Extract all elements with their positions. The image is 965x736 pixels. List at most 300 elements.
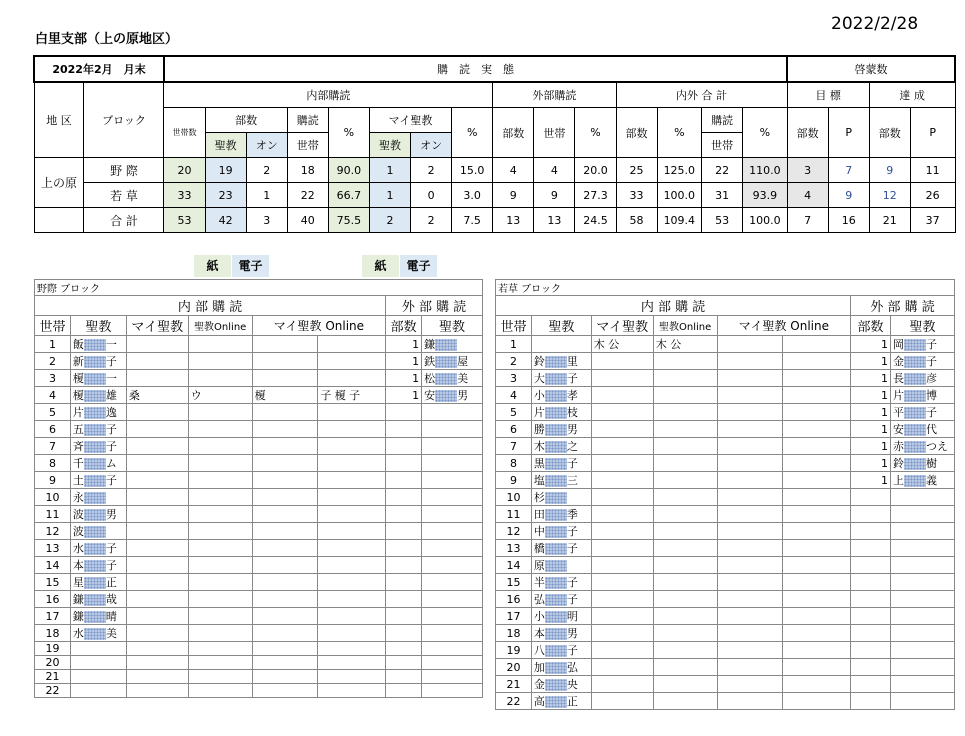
name-part: 孝 — [566, 389, 578, 402]
cell — [783, 625, 851, 642]
name-part: 金 — [533, 678, 545, 691]
cell: 1 — [496, 336, 532, 353]
member-name — [70, 574, 126, 591]
cell: 3 — [35, 370, 71, 387]
summary-cell: 3.0 — [452, 183, 493, 208]
member-name — [531, 353, 591, 370]
redaction-mask — [545, 526, 567, 538]
cell — [591, 540, 653, 557]
summary-cell: 15.0 — [452, 158, 493, 183]
table-row — [496, 642, 955, 659]
p-header: P — [828, 108, 869, 158]
cell: 16 — [496, 591, 532, 608]
outside-name — [890, 353, 954, 370]
redaction-mask — [84, 390, 106, 402]
block-name: 合 計 — [84, 208, 164, 233]
outside-name — [422, 642, 483, 656]
summary-cell: 100.0 — [743, 208, 787, 233]
cell — [252, 421, 318, 438]
table-row — [35, 421, 483, 438]
outside-name — [422, 387, 483, 404]
summary-cell: 26 — [910, 183, 955, 208]
name-part: 博 — [925, 389, 937, 402]
cell — [318, 557, 386, 574]
member-name — [70, 625, 126, 642]
redaction-mask — [545, 560, 567, 572]
table-row — [35, 455, 483, 472]
summary-cell: 9 — [869, 158, 910, 183]
table-row — [35, 591, 483, 608]
cell — [188, 404, 252, 421]
cell: 1 — [851, 370, 891, 387]
name-part: 高 — [533, 695, 545, 708]
name-part: 男 — [457, 389, 469, 402]
cell — [386, 540, 422, 557]
table-row — [496, 404, 955, 421]
cell — [851, 625, 891, 642]
table-row — [496, 455, 955, 472]
cell — [318, 684, 386, 698]
cell — [386, 608, 422, 625]
table-row — [35, 656, 483, 670]
name-part: 鈴 — [892, 457, 904, 470]
cell — [126, 506, 188, 523]
summary-cell: 100.0 — [657, 183, 701, 208]
cell — [653, 642, 717, 659]
member-name — [531, 642, 591, 659]
cell — [188, 656, 252, 670]
cell — [851, 591, 891, 608]
cell — [783, 591, 851, 608]
name-part: 加 — [533, 661, 545, 674]
member-name — [70, 523, 126, 540]
cell — [851, 642, 891, 659]
summary-cell: 16 — [828, 208, 869, 233]
cell — [252, 557, 318, 574]
cell: 7 — [496, 438, 532, 455]
summary-cell: 53 — [164, 208, 205, 233]
name-part: 代 — [925, 423, 937, 436]
cell — [653, 421, 717, 438]
cell — [783, 523, 851, 540]
member-name — [531, 506, 591, 523]
busu-header: 部数 — [616, 108, 657, 158]
cell — [252, 523, 318, 540]
table-row — [496, 421, 955, 438]
name-part: 片 — [72, 406, 84, 419]
cell — [717, 404, 783, 421]
name-part: 子 — [105, 542, 117, 555]
cell — [653, 693, 717, 710]
name-part: 金 — [892, 355, 904, 368]
redaction-mask — [84, 509, 106, 521]
seikyo-header: 聖教 — [205, 133, 246, 158]
tassei-header: 達 成 — [869, 82, 955, 108]
summary-cell: 9 — [828, 183, 869, 208]
outside-name — [422, 353, 483, 370]
cell — [851, 506, 891, 523]
table-row — [35, 370, 483, 387]
cell: 8 — [35, 455, 71, 472]
summary-cell: 19 — [205, 158, 246, 183]
outside-name — [890, 336, 954, 353]
cell — [126, 591, 188, 608]
member-name — [70, 489, 126, 506]
cell: 10 — [496, 489, 532, 506]
table-row — [35, 404, 483, 421]
table-row — [35, 574, 483, 591]
cell — [126, 608, 188, 625]
area-name: 上の原 — [34, 158, 84, 208]
cell — [653, 591, 717, 608]
cell — [717, 676, 783, 693]
redaction-mask — [84, 424, 106, 436]
name-part: 子 — [105, 440, 117, 453]
member-name — [531, 557, 591, 574]
cell — [653, 608, 717, 625]
name-part: 片 — [892, 389, 904, 402]
name-part: 鎌 — [72, 593, 84, 606]
name-part: 子 — [566, 593, 578, 606]
name-part: 中 — [533, 525, 545, 538]
cell: 11 — [496, 506, 532, 523]
name-part: 男 — [566, 423, 578, 436]
cell — [783, 506, 851, 523]
gaibu-title: 外 部 購 読 — [851, 296, 955, 316]
col-mai-online: マイ聖教 Online — [717, 316, 851, 336]
summary-cell: 2 — [411, 208, 452, 233]
outside-name — [422, 625, 483, 642]
summary-cell: 9 — [534, 183, 575, 208]
member-name — [70, 353, 126, 370]
cell — [188, 574, 252, 591]
cell — [851, 557, 891, 574]
summary-cell: 37 — [910, 208, 955, 233]
summary-row — [34, 208, 955, 233]
mai-header: マイ聖教 — [369, 108, 451, 133]
cell — [653, 438, 717, 455]
summary-cell: 110.0 — [743, 158, 787, 183]
table-row — [496, 625, 955, 642]
name-part: 里 — [566, 355, 578, 368]
outside-name — [890, 387, 954, 404]
on-header: オン — [246, 133, 287, 158]
cell — [653, 574, 717, 591]
summary-cell: 7 — [787, 208, 828, 233]
outside-name — [422, 506, 483, 523]
cell — [591, 574, 653, 591]
cell — [653, 659, 717, 676]
summary-cell: 23 — [205, 183, 246, 208]
cell — [126, 684, 188, 698]
cell — [783, 387, 851, 404]
period-header: 2022年2月 月末 — [34, 56, 164, 82]
keimou-header: 啓蒙数 — [787, 56, 955, 82]
outside-name — [890, 591, 954, 608]
cell — [851, 540, 891, 557]
redaction-mask — [435, 339, 457, 351]
cell — [653, 387, 717, 404]
cell — [783, 438, 851, 455]
cell — [783, 455, 851, 472]
member-name — [531, 472, 591, 489]
redaction-mask — [545, 509, 567, 521]
redaction-mask — [84, 475, 106, 487]
naigai-header: 内外 合 計 — [616, 82, 787, 108]
member-name — [70, 387, 126, 404]
cell — [653, 557, 717, 574]
table-row — [35, 353, 483, 370]
cell: 19 — [35, 642, 71, 656]
table-row — [496, 387, 955, 404]
cell — [252, 670, 318, 684]
cell: 21 — [35, 670, 71, 684]
redaction-mask — [435, 373, 457, 385]
cell — [318, 670, 386, 684]
name-part: 新 — [72, 355, 84, 368]
cell: 3 — [496, 370, 532, 387]
name-part: 鈴 — [533, 355, 545, 368]
cell: 20 — [496, 659, 532, 676]
summary-cell: 7 — [828, 158, 869, 183]
col-mai: マイ聖教 — [126, 316, 188, 336]
summary-cell: 1 — [369, 158, 410, 183]
cell: 22 — [496, 693, 532, 710]
cell — [318, 523, 386, 540]
member-name — [70, 336, 126, 353]
block-label: 野際 ブロック — [35, 280, 483, 296]
naibu-title: 内 部 購 読 — [496, 296, 851, 316]
summary-cell: 93.9 — [743, 183, 787, 208]
page-title: 白里支部（上の原地区） — [35, 32, 179, 47]
redaction-mask — [904, 390, 926, 402]
table-row — [35, 472, 483, 489]
cell: 6 — [496, 421, 532, 438]
cell: 木 公 — [591, 336, 653, 353]
table-row — [496, 506, 955, 523]
cell: 17 — [35, 608, 71, 625]
redaction-mask — [545, 492, 567, 504]
cell — [318, 404, 386, 421]
cell — [851, 676, 891, 693]
kodoku-header: 購読 — [702, 108, 743, 133]
cell — [188, 455, 252, 472]
name-part: ム — [105, 457, 117, 470]
summary-row — [34, 158, 955, 183]
cell — [653, 523, 717, 540]
name-part: 水 — [72, 542, 84, 555]
cell — [653, 506, 717, 523]
member-name — [70, 656, 126, 670]
naibu-header: 内部購読 — [164, 82, 493, 108]
member-name — [531, 421, 591, 438]
name-part: 雄 — [105, 389, 117, 402]
cell — [653, 625, 717, 642]
cell: 木 公 — [653, 336, 717, 353]
table-row — [35, 557, 483, 574]
cell — [591, 693, 653, 710]
redaction-mask — [545, 679, 567, 691]
outside-name — [890, 574, 954, 591]
outside-name — [890, 642, 954, 659]
summary-cell: 1 — [369, 183, 410, 208]
cell: 13 — [35, 540, 71, 557]
outside-name — [890, 676, 954, 693]
cell — [386, 557, 422, 574]
cell — [318, 421, 386, 438]
col-seikyo: 聖教 — [890, 316, 954, 336]
redaction-mask — [545, 662, 567, 674]
member-name — [531, 659, 591, 676]
name-part: 彦 — [925, 372, 937, 385]
cell — [318, 540, 386, 557]
cell — [386, 472, 422, 489]
block-header: ブロック — [84, 82, 164, 158]
name-part: 上 — [892, 474, 904, 487]
cell — [591, 353, 653, 370]
name-part: 本 — [533, 627, 545, 640]
member-name — [531, 404, 591, 421]
redaction-mask — [545, 475, 567, 487]
cell — [188, 684, 252, 698]
member-name — [531, 455, 591, 472]
summary-cell: 12 — [869, 183, 910, 208]
outside-name — [890, 659, 954, 676]
cell: 1 — [851, 353, 891, 370]
cell — [783, 370, 851, 387]
outside-name — [890, 540, 954, 557]
name-part: 安 — [892, 423, 904, 436]
name-part: 橋 — [533, 542, 545, 555]
member-name — [531, 676, 591, 693]
pct-header: % — [743, 108, 787, 158]
cell: 桑 — [126, 387, 188, 404]
name-part: 一 — [105, 338, 117, 351]
cell: 12 — [35, 523, 71, 540]
name-part: 枝 — [566, 406, 578, 419]
cell — [717, 370, 783, 387]
redaction-mask — [84, 543, 106, 555]
cell — [653, 489, 717, 506]
name-part: 子 — [105, 559, 117, 572]
cell: 18 — [496, 625, 532, 642]
cell — [653, 353, 717, 370]
name-part: 平 — [892, 406, 904, 419]
cell — [783, 404, 851, 421]
member-name — [70, 608, 126, 625]
name-part: 正 — [105, 576, 117, 589]
outside-name — [890, 523, 954, 540]
member-name — [531, 693, 591, 710]
cell — [318, 625, 386, 642]
seikyo-header: 聖教 — [369, 133, 410, 158]
redaction-mask — [545, 696, 567, 708]
cell — [252, 455, 318, 472]
col-seikyo: 聖教 — [422, 316, 483, 336]
cell — [591, 625, 653, 642]
cell: 17 — [496, 608, 532, 625]
block-label: 若草 ブロック — [496, 280, 955, 296]
summary-cell: 20.0 — [575, 158, 616, 183]
right-block-table — [495, 279, 955, 710]
col-busu: 部数 — [386, 316, 422, 336]
cell: 1 — [851, 421, 891, 438]
cell — [591, 455, 653, 472]
cell — [126, 353, 188, 370]
setai-header: 世帯 — [287, 133, 328, 158]
table-row — [35, 489, 483, 506]
summary-cell: 7.5 — [452, 208, 493, 233]
cell — [188, 608, 252, 625]
cell — [591, 421, 653, 438]
name-part: 逸 — [105, 406, 117, 419]
cell — [591, 404, 653, 421]
name-part: 義 — [925, 474, 937, 487]
cell — [386, 642, 422, 656]
name-part: 晴 — [105, 610, 117, 623]
redaction-mask — [545, 407, 567, 419]
cell — [188, 370, 252, 387]
cell — [252, 404, 318, 421]
member-name — [70, 540, 126, 557]
name-part: 央 — [566, 678, 578, 691]
summary-cell: 21 — [869, 208, 910, 233]
table-row — [496, 523, 955, 540]
cell — [318, 642, 386, 656]
summary-cell: 90.0 — [328, 158, 369, 183]
outside-name — [422, 472, 483, 489]
member-name — [70, 670, 126, 684]
member-name — [70, 506, 126, 523]
table-row — [35, 642, 483, 656]
redaction-mask — [84, 611, 106, 623]
name-part: 永 — [72, 491, 84, 504]
cell — [591, 608, 653, 625]
name-part: 波 — [72, 525, 84, 538]
cell: 子 榎 子 — [318, 387, 386, 404]
cell — [783, 693, 851, 710]
outside-name — [422, 684, 483, 698]
name-part: 子 — [566, 372, 578, 385]
name-part: 子 — [566, 542, 578, 555]
name-part: 飯 — [72, 338, 84, 351]
cell: 1 — [851, 387, 891, 404]
table-row — [35, 387, 483, 404]
redaction-mask — [545, 373, 567, 385]
name-part: 子 — [105, 355, 117, 368]
cell — [252, 684, 318, 698]
cell — [653, 540, 717, 557]
name-part: 美 — [105, 627, 117, 640]
name-part: 屋 — [457, 355, 469, 368]
table-row — [496, 557, 955, 574]
cell — [252, 506, 318, 523]
cell: 8 — [496, 455, 532, 472]
cell — [386, 591, 422, 608]
col-seikyo: 聖教 — [531, 316, 591, 336]
cell — [783, 574, 851, 591]
name-part: 勝 — [533, 423, 545, 436]
outside-name — [422, 438, 483, 455]
cell — [591, 523, 653, 540]
outside-name — [422, 336, 483, 353]
col-online: 聖教Online — [188, 316, 252, 336]
name-part: 子 — [566, 525, 578, 538]
redaction-mask — [545, 424, 567, 436]
caption-denshi: 電子 — [232, 255, 269, 277]
col-online: 聖教Online — [653, 316, 717, 336]
cell — [188, 472, 252, 489]
